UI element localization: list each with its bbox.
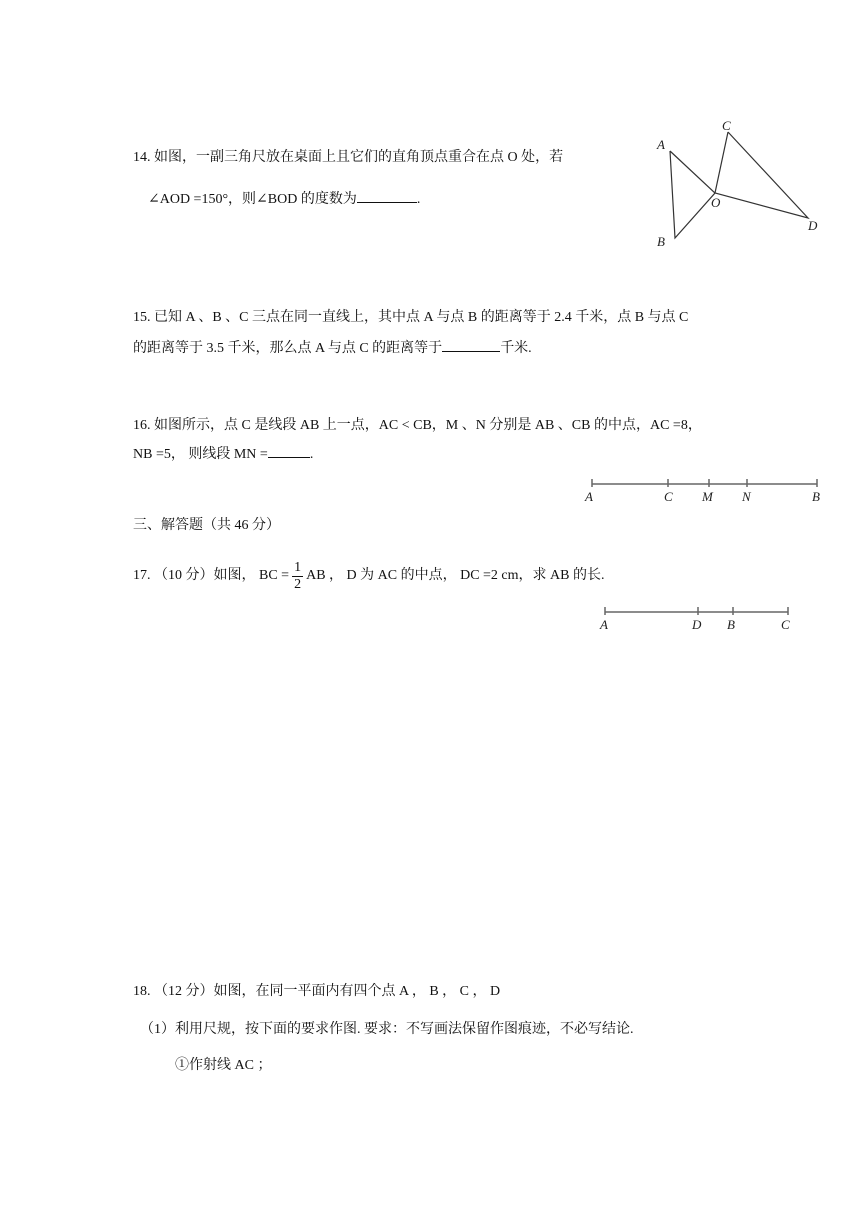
fraction-numerator: 1 (294, 559, 302, 575)
triangle-cod (715, 132, 808, 218)
q17-line (133, 558, 604, 594)
label-b: B (727, 617, 735, 632)
label-b: B (812, 489, 820, 504)
label-m: M (702, 489, 713, 504)
label-a: A (657, 137, 665, 152)
answer-blank[interactable] (357, 188, 417, 203)
q16-line2 (133, 443, 313, 465)
label-a: A (585, 489, 593, 504)
q15-line2-text: 的距离等于 3.5 千米，那么点 A 与点 C 的距离等于 (133, 341, 443, 356)
q14-triangles-figure (650, 118, 830, 256)
label-a: A (600, 617, 608, 632)
label-d: D (808, 218, 818, 233)
q16-line1: 16. 如图所示，点 C 是线段 AB 上一点，AC < CB，M 、N 分别是 AB 、CB 的中点，AC =8， (133, 418, 702, 433)
q14-line2-text: ∠AOD =150°，则∠BOD 的度数为 (148, 192, 357, 207)
q15-line1: 15. 已知 A 、B 、C 三点在同一直线上，其中点 A 与点 B 的距离等于 2.4 千米，点 B 与点 C (133, 310, 689, 325)
q14-line2 (148, 188, 420, 210)
triangle-aob (670, 151, 715, 238)
q16-line2-text: NB =5， 则线段 MN = (133, 447, 268, 462)
q14-line2-end: . (416, 192, 421, 207)
label-c: C (722, 118, 731, 133)
q18-line3: ①作射线 AC ； (175, 1058, 272, 1073)
label-n: N (742, 489, 751, 504)
q15-line2-end: 千米. (500, 341, 532, 356)
q17-text-pre: 17. （10 分）如图， BC = (133, 568, 290, 583)
label-c: C (781, 617, 790, 632)
label-o: O (711, 195, 721, 210)
q18-line2: （1）利用尺规，按下面的要求作图. 要求：不写画法保留作图痕迹，不必写结论. (140, 1022, 634, 1037)
answer-blank[interactable] (268, 443, 310, 458)
fraction-denominator: 2 (294, 576, 302, 592)
label-d: D (692, 617, 702, 632)
q16-segment-figure (580, 472, 830, 508)
q16-line2-end: . (309, 447, 314, 462)
q17-text-post: AB ， D 为 AC 的中点， DC =2 cm，求 AB 的长. (306, 568, 605, 583)
q17-segment-figure (595, 600, 805, 636)
q14-line1: 14. 如图，一副三角尺放在桌面上且它们的直角顶点重合在点 O 处，若 (133, 150, 564, 165)
q18-line1: 18. （12 分）如图，在同一平面内有四个点 A ， B ， C ， D (133, 984, 501, 999)
label-b: B (657, 234, 665, 249)
label-c: C (664, 489, 673, 504)
fraction-one-half (292, 560, 303, 593)
answer-blank[interactable] (442, 337, 500, 352)
section-title: 三、解答题（共 46 分） (133, 518, 280, 533)
q15-line2 (133, 337, 532, 359)
